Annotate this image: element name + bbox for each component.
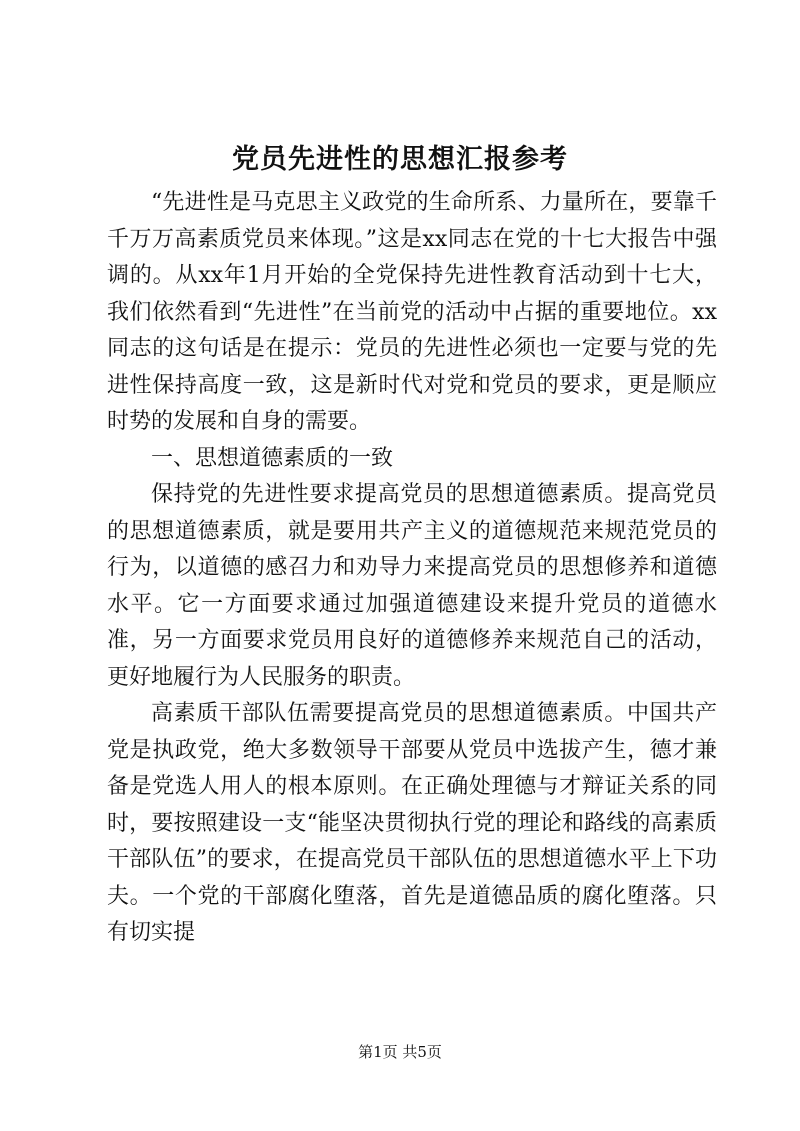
section-heading: 一、思想道德素质的一致: [151, 445, 394, 471]
paragraph-moral-quality: 保持党的先进性要求提高党员的思想道德素质。提高党员的思想道德素质，就是要用共产主义的道德规范来规范党员的行为，以道德的感召力和劝导力来提高党员的思想修养和道德水平。它一方面要求通过加强道德建设来提升党员的道德水准，另一方面要求党员用良好的道德修养来规范自己的活动，更好地履行为人民服务的职责。: [107, 482, 717, 690]
document-body: [107, 185, 717, 952]
page-number: 第1页 共5页: [358, 1043, 442, 1061]
paragraph-intro: “先进性是马克思主义政党的生命所系、力量所在，要靠千千万万高素质党员来体现。”这是xx同志在党的十七大报告中强调的。从xx年1月开始的全党保持先进性教育活动到十七大，我们依然看到“先进性”在当前党的活动中占据的重要地位。xx同志的这句话是在提示：党员的先进性必须也一定要与党的先进性保持高度一致，这是新时代对党和党员的要求，更是顺应时势的发展和自身的需要。: [107, 190, 717, 434]
document-title: 党员先进性的思想汇报参考: [232, 144, 568, 175]
paragraph-cadre-team: 高素质干部队伍需要提高党员的思想道德素质。中国共产党是执政党，绝大多数领导干部要从党员中选拔产生，德才兼备是党选人用人的根本原则。在正确处理德与才辩证关系的同时，要按照建设一支“能坚决贯彻执行党的理论和路线的高素质干部队伍”的要求，在提高党员干部队伍的思想道德水平上下功夫。一个党的干部腐化堕落，首先是道德品质的腐化堕落。只有切实提: [107, 701, 717, 945]
